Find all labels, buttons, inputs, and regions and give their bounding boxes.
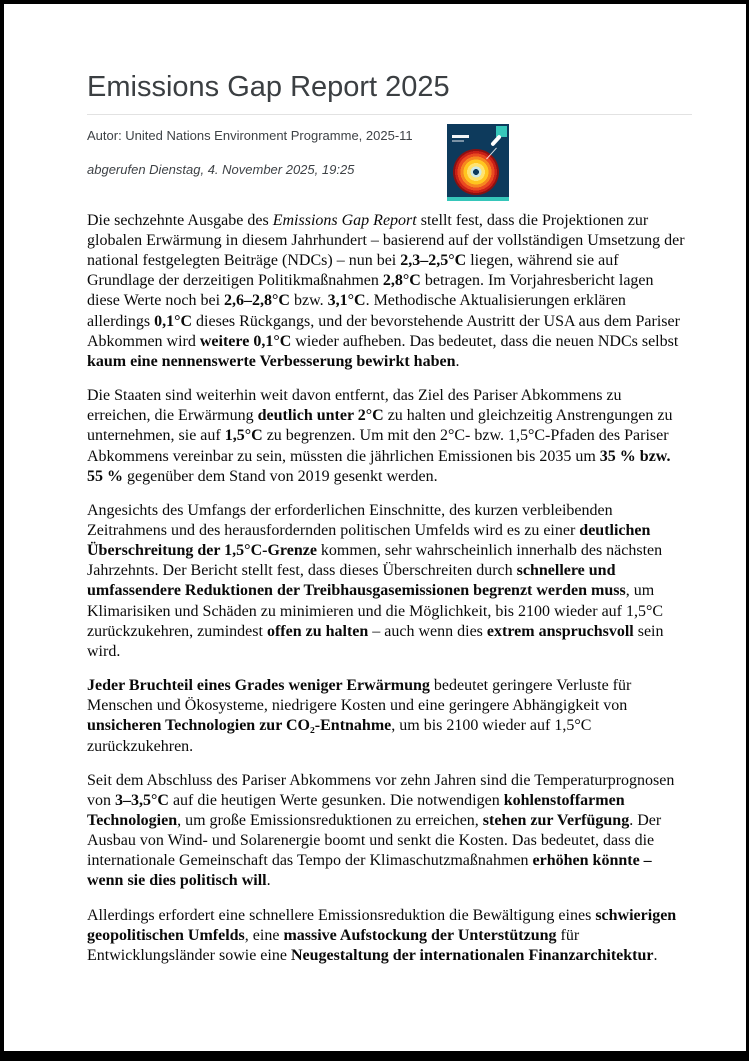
paragraph-1: Die sechzehnte Ausgabe des Emissions Gap Report stellt fest, dass die Projektionen zur globalen Erwärmung in diesem Jahrhundert – basierend auf der vollständigen Umsetzung der national festgelegten Beiträge (NDCs) – nun bei 2,3–2,5°C liegen, während sie auf Grundlage der derzeitigen Politikmaßnahmen 2,8°C betragen. Im Vorjahresbericht lagen diese Werte noch bei 2,6–2,8°C bzw. 3,1°C. Methodische Aktualisierungen erklären allerdings 0,1°C dieses Rückgangs, und der bevorstehende Austritt der USA aus dem Pariser Abkommen wird weitere 0,1°C wieder aufheben. Das bedeutet, dass die neuen NDCs selbst kaum eine nennenswerte Verbesserung bewirkt haben.	[87, 211, 685, 370]
document-page	[4, 4, 746, 1051]
header-meta	[87, 124, 692, 201]
author-line: Autor: United Nations Environment Programme, 2025-11	[87, 127, 413, 143]
page-title: Emissions Gap Report 2025	[87, 71, 450, 103]
report-cover-thumbnail	[447, 124, 509, 201]
meta-text-block	[87, 124, 445, 178]
dart-icon	[490, 134, 502, 146]
retrieved-line: abgerufen Dienstag, 4. November 2025, 19:25	[87, 161, 355, 177]
paragraph-3: Angesichts des Umfangs der erforderlichen Einschnitte, des kurzen verbleibenden Zeitrahmens und des herausfordernden politischen Umfelds wird es zu einer deutlichen Überschreitung der 1,5°C-Grenze kommen, sehr wahrscheinlich innerhalb des nächsten Jahrzehnts. Der Bericht stellt fest, dass dieses Überschreiten durch schnellere und umfassendere Reduktionen der Treibhausgasemissionen begrenzt werden muss, um Klimarisiken und Schäden zu minimieren und die Möglichkeit, bis 2100 wieder auf 1,5°C zurückzukehren, zumindest offen zu halten – auch wenn dies extrem anspruchsvoll sein wird.	[87, 501, 664, 660]
paragraph-4: Jeder Bruchteil eines Grades weniger Erwärmung bedeutet geringere Verluste für Menschen und Ökosysteme, niedrigere Kosten und eine geringere Abhängigkeit von unsicheren Technologien zur CO₂-Entnahme, um bis 2100 wieder auf 1,5°C zurückzukehren.	[87, 677, 632, 755]
paragraph-6: Allerdings erfordert eine schnellere Emissionsreduktion die Bewältigung eines schwierigen geopolitischen Umfelds, eine massive Aufstockung der Unterstützung für Entwicklungsländer sowie eine Neugestaltung der internationalen Finanzarchitektur.	[87, 906, 677, 964]
cover-subtitle-text	[452, 140, 464, 142]
cover-footer-strip	[447, 197, 509, 201]
title-divider	[87, 114, 692, 115]
cover-title-text	[452, 135, 469, 138]
paragraph-2: Die Staaten sind weiterhin weit davon entfernt, das Ziel des Pariser Abkommens zu erreichen, die Erwärmung deutlich unter 2°C zu halten und gleichzeitig Anstrengungen zu unternehmen, sie auf 1,5°C zu begrenzen. Um mit den 2°C- bzw. 1,5°C-Pfaden des Pariser Abkommens vereinbar zu sein, müssten die jährlichen Emissionen bis 2035 um 35 % bzw. 55 % gegenüber dem Stand von 2019 gesenkt werden.	[87, 387, 673, 485]
article-body	[87, 211, 689, 966]
bullseye-target-icon	[453, 149, 499, 195]
paragraph-5: Seit dem Abschluss des Pariser Abkommens vor zehn Jahren sind die Temperaturprognosen von 3–3,5°C auf die heutigen Werte gesunken. Die notwendigen kohlenstoffarmen Technologien, um große Emissionsreduktionen zu erreichen, stehen zur Verfügung. Der Ausbau von Wind- und Solarenergie boomt und senkt die Kosten. Das bedeutet, dass die internationale Gemeinschaft das Tempo der Klimaschutzmaßnahmen erhöhen könnte – wenn sie dies politisch will.	[87, 771, 675, 890]
